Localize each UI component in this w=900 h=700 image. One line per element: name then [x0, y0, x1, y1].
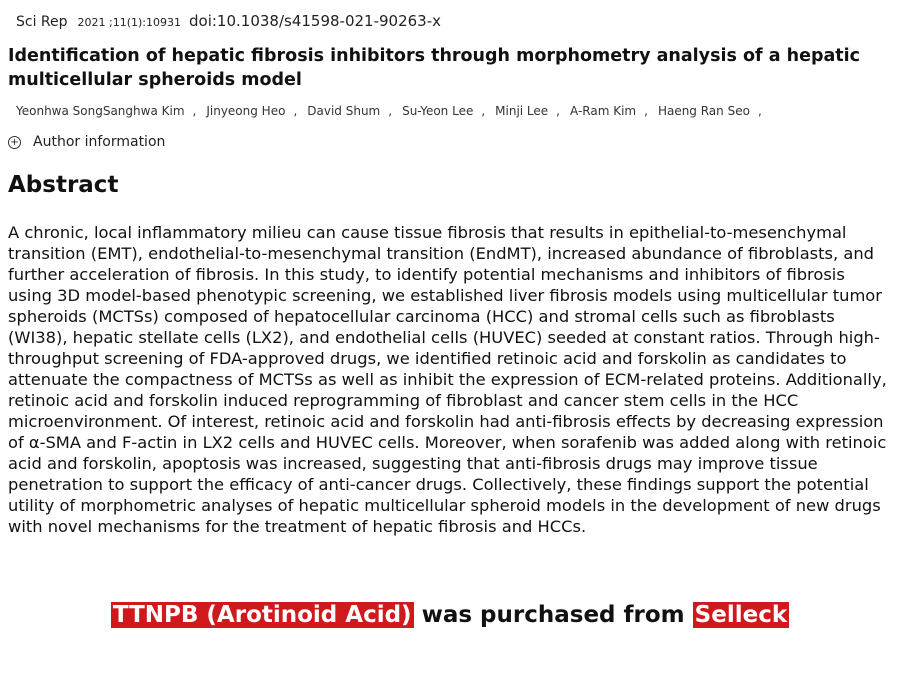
author-link[interactable]: Minji Lee	[495, 104, 549, 118]
author-separator: ,	[556, 104, 560, 118]
author-link[interactable]: David Shum	[307, 104, 381, 118]
author-separator: ,	[192, 104, 197, 118]
author-separator: ,	[644, 104, 648, 118]
author-information-label: Author information	[33, 134, 166, 150]
author-link[interactable]: Su-Yeon Lee	[402, 104, 474, 118]
journal-name: Sci Rep	[16, 14, 68, 30]
citation: 2021 ;11(1):10931	[77, 16, 182, 29]
banner-middle-text: was purchased from	[421, 602, 685, 628]
vendor-name: Selleck	[694, 602, 788, 628]
product-name: TTNPB (Arotinoid Acid)	[112, 602, 412, 628]
abstract-text: A chronic, local inflammatory milieu can cause tissue fibrosis that results in epithelial-to-mesenchymal transition (EMT), endothelial-to-mesenchymal transition (EndMT), increased abundance of fibroblasts, and further acceleration of fibrosis. In this study, to identify potential mechanisms and inhibitors of fibrosis using 3D model-based phenotypic screening, we established liver fibrosis models using multicellular tumor spheroids (MCTSs) composed of hepatocellular carcinoma (HCC) and stromal cells such as fibroblasts (WI38), hepatic stellate cells (LX2), and endothelial cells (HUVEC) seeded at constant ratios. Through high-throughput screening of FDA-approved drugs, we identified retinoic acid and forskolin as candidates to attenuate the compactness of MCTSs as well as inhibit the expression of ECM-related proteins. Additionally, retinoic acid and forskolin induced reprogramming of fibroblast and cancer stem cells in the HCC microenvironment. Of interest, retinoic acid and forskolin had anti-fibrosis effects by decreasing expression of α-SMA and F-actin in LX2 cells and HUVEC cells. Moreover, when sorafenib was added along with retinoic acid and forskolin, apoptosis was increased, suggesting that anti-fibrosis drugs may improve tissue penetration to support the efficacy of anti-cancer drugs. Collectively, these findings support the potential utility of morphometric analyses of hepatic multicellular spheroid models in the development of new drugs with novel mechanisms for the treatment of hepatic fibrosis and HCCs.	[8, 223, 887, 536]
author-link[interactable]: A-Ram Kim	[570, 104, 637, 118]
author-link[interactable]: Yeonhwa SongSanghwa Kim	[16, 104, 185, 118]
author-separator: ,	[388, 104, 393, 118]
doi: doi:10.1038/s41598-021-90263-x	[189, 12, 442, 30]
author-list	[16, 104, 772, 118]
author-separator: ,	[293, 104, 298, 118]
citation-line	[16, 12, 441, 30]
author-link[interactable]: Jinyeong Heo	[206, 104, 286, 118]
author-separator: ,	[757, 104, 762, 118]
plus-circle-icon: +	[8, 136, 21, 149]
author-separator: ,	[481, 104, 486, 118]
author-information-toggle[interactable]	[8, 134, 165, 150]
abstract-heading: Abstract	[8, 172, 119, 198]
author-link[interactable]: Haeng Ran Seo	[657, 104, 750, 118]
article-title: Identification of hepatic fibrosis inhibitors through morphometry analysis of a hepatic multicellular spheroids model	[8, 46, 861, 90]
purchase-banner	[0, 600, 900, 630]
